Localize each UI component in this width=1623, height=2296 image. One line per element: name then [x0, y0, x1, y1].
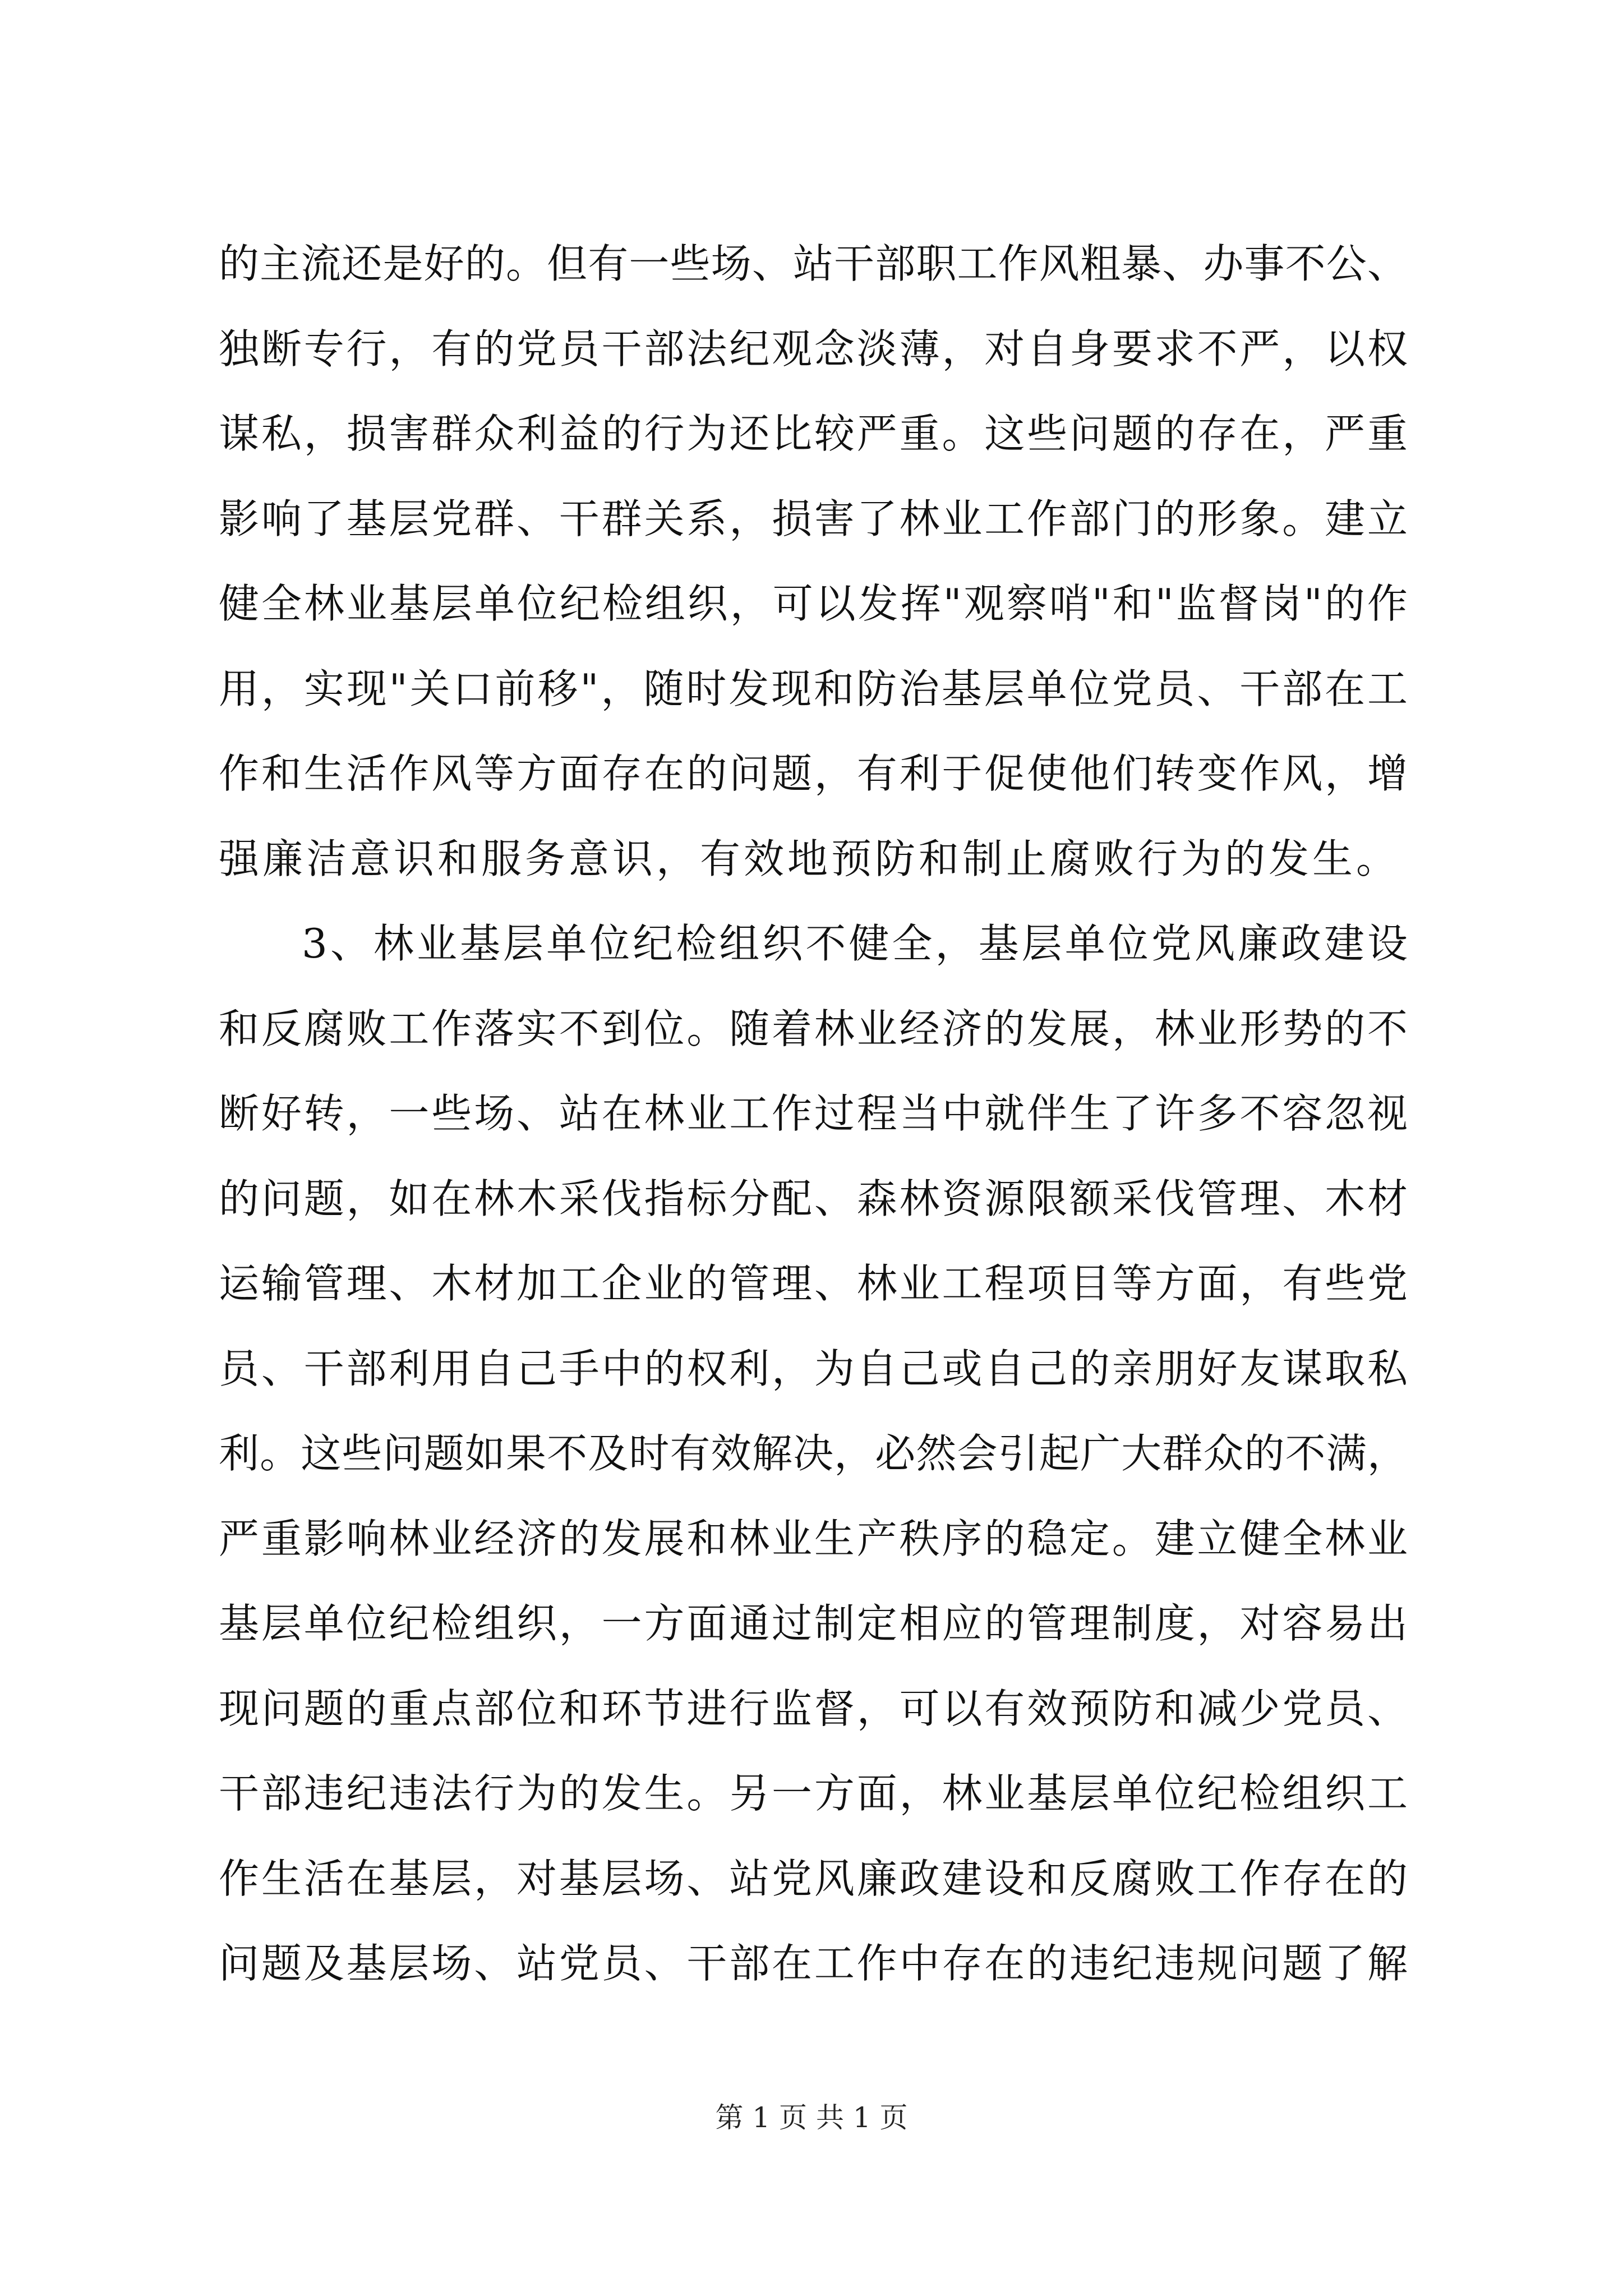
- text-line: 强廉洁意识和服务意识，有效地预防和制止腐败行为的发生。: [219, 835, 1400, 882]
- text-line: 作和生活作风等方面存在的问题，有利于促使他们转变作风，增: [219, 750, 1410, 797]
- text-line: 和反腐败工作落实不到位。随着林业经济的发展，林业形势的不: [219, 1005, 1410, 1052]
- text-line: 利。这些问题如果不及时有效解决，必然会引起广大群众的不满，: [219, 1430, 1409, 1477]
- text-line: 3、林业基层单位纪检组织不健全，基层单位党风廉政建设: [302, 920, 1411, 967]
- text-line: 基层单位纪检组织，一方面通过制定相应的管理制度，对容易出: [219, 1600, 1410, 1647]
- body-text: [219, 222, 1411, 2007]
- text-line: 现问题的重点部位和环节进行监督，可以有效预防和减少党员、: [219, 1685, 1410, 1732]
- text-line: 运输管理、木材加工企业的管理、林业工程项目等方面，有些党: [219, 1260, 1410, 1307]
- text-line: 用，实现"关口前移"，随时发现和防治基层单位党员、干部在工: [219, 665, 1410, 712]
- text-line: 影响了基层党群、干群关系，损害了林业工作部门的形象。建立: [219, 495, 1410, 542]
- text-line: 断好转，一些场、站在林业工作过程当中就伴生了许多不容忽视: [219, 1090, 1410, 1137]
- text-line: 谋私，损害群众利益的行为还比较严重。这些问题的存在，严重: [219, 410, 1410, 457]
- text-line: 的问题，如在林木采伐指标分配、森林资源限额采伐管理、木材: [219, 1175, 1410, 1222]
- text-line: 问题及基层场、站党员、干部在工作中存在的违纪违规问题了解: [219, 1940, 1410, 1987]
- text-line: 员、干部利用自己手中的权利，为自己或自己的亲朋好友谋取私: [219, 1345, 1410, 1392]
- text-line: 健全林业基层单位纪检组织，可以发挥"观察哨"和"监督岗"的作: [219, 580, 1410, 627]
- text-line: 独断专行，有的党员干部法纪观念淡薄，对自身要求不严，以权: [219, 325, 1410, 372]
- text-line: 干部违纪违法行为的发生。另一方面，林业基层单位纪检组织工: [219, 1770, 1410, 1817]
- text-line: 作生活在基层，对基层场、站党风廉政建设和反腐败工作存在的: [219, 1855, 1410, 1902]
- page-footer: 第 1 页 共 1 页: [715, 2101, 908, 2134]
- text-line: 的主流还是好的。但有一些场、站干部职工作风粗暴、办事不公、: [219, 240, 1409, 287]
- text-line: 严重影响林业经济的发展和林业生产秩序的稳定。建立健全林业: [219, 1515, 1410, 1562]
